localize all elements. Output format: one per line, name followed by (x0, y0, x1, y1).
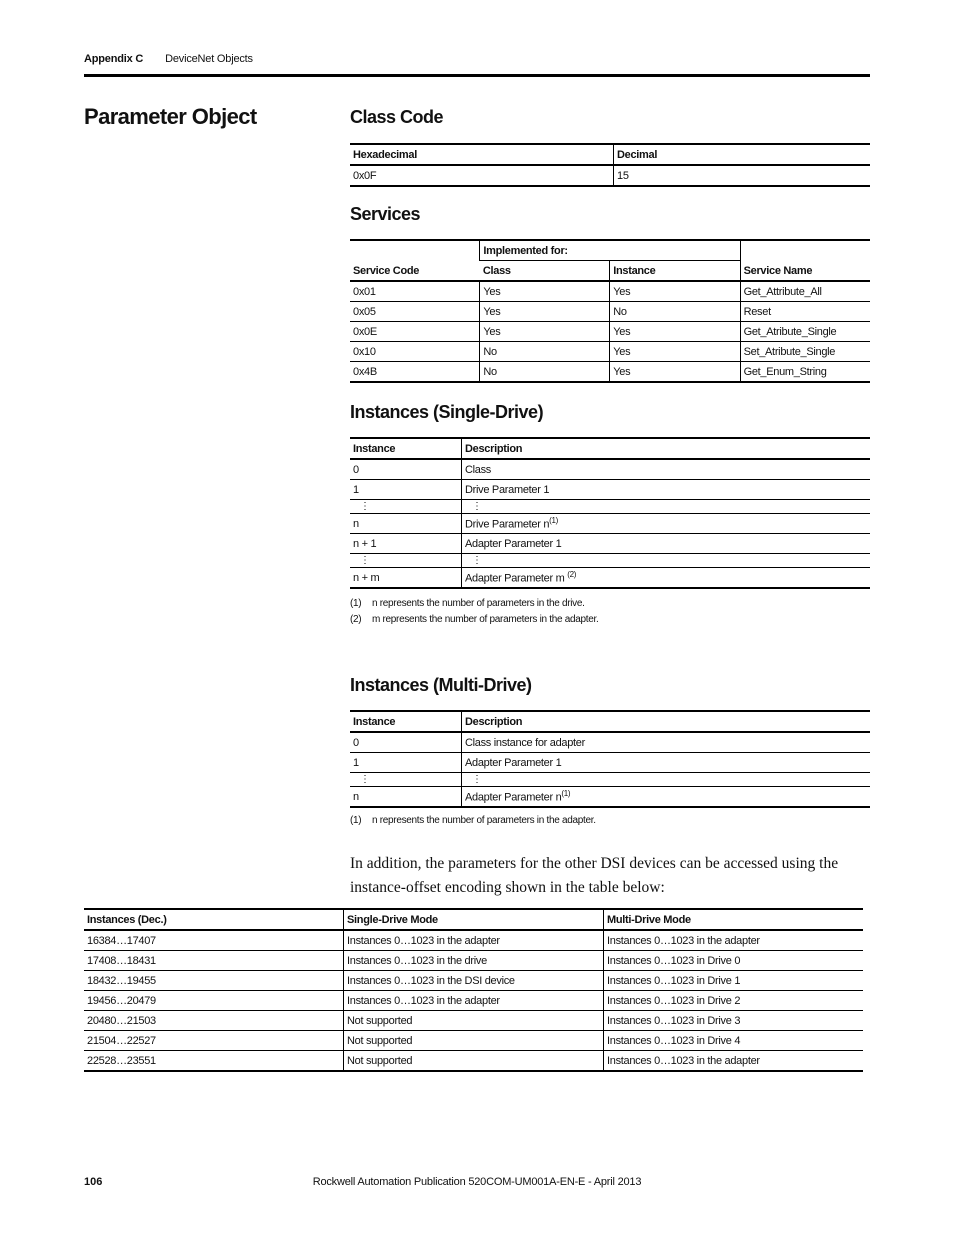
cell: n + m (350, 568, 462, 589)
cell: No (610, 302, 740, 322)
single-drive-heading: Instances (Single-Drive) (350, 402, 544, 422)
cell: Yes (610, 362, 740, 383)
table-row (350, 732, 870, 753)
cell: Not supported (344, 1011, 604, 1031)
table-row (84, 951, 863, 971)
cell: Not supported (344, 1051, 604, 1072)
footnote-text: n represents the number of parameters in the adapter. (372, 815, 596, 826)
page-title: Parameter Object (84, 104, 257, 129)
cell: Adapter Parameter 1 (462, 753, 871, 773)
footnote-text: m represents the number of parameters in the adapter. (372, 614, 599, 625)
cell: Drive Parameter 1 (462, 480, 871, 500)
table-header-row (350, 144, 870, 165)
cell: 0x4B (350, 362, 480, 383)
single-drive-table (350, 437, 870, 589)
cell: 1 (350, 753, 462, 773)
services-table (350, 239, 870, 383)
cell: Yes (480, 302, 610, 322)
ellipsis-row (350, 500, 870, 514)
cell: Instances 0…1023 in Drive 0 (604, 951, 864, 971)
footnote-number: (2) (350, 614, 362, 625)
table-row (350, 459, 870, 480)
table-row (350, 787, 870, 808)
cell-text: Adapter Parameter n (465, 791, 562, 804)
footnote-number: (1) (350, 815, 362, 826)
header-rule (84, 74, 870, 77)
footnote-text: n represents the number of parameters in the drive. (372, 598, 585, 609)
table-row (350, 302, 870, 322)
cell: 18432…19455 (84, 971, 344, 991)
cell: 22528…23551 (84, 1051, 344, 1072)
cell: Instances 0…1023 in Drive 4 (604, 1031, 864, 1051)
footnote (350, 815, 596, 826)
cell: 0 (350, 459, 462, 480)
cell: 0x0E (350, 322, 480, 342)
table-row (350, 534, 870, 554)
cell (462, 514, 871, 534)
table-header-row (84, 909, 863, 930)
col-class: Class (480, 261, 610, 282)
cell: 19456…20479 (84, 991, 344, 1011)
cell: 20480…21503 (84, 1011, 344, 1031)
col-service-name: Service Name (740, 240, 870, 281)
cell: Instances 0…1023 in the adapter (344, 930, 604, 951)
cell: Not supported (344, 1031, 604, 1051)
cell: Instances 0…1023 in the drive (344, 951, 604, 971)
col-single-drive-mode: Single-Drive Mode (344, 909, 604, 930)
col-instance: Instance (350, 711, 462, 732)
table-row (350, 281, 870, 302)
table-header-row (350, 438, 870, 459)
vertical-ellipsis: ⋮ (350, 500, 462, 514)
cell: Class instance for adapter (462, 732, 871, 753)
col-instance: Instance (350, 438, 462, 459)
cell-dec: 15 (614, 165, 871, 186)
cell (462, 787, 871, 808)
table-row (84, 971, 863, 991)
col-description: Description (462, 438, 871, 459)
table-row (350, 568, 870, 589)
services-heading: Services (350, 204, 421, 224)
header-chapter: DeviceNet Objects (165, 53, 253, 65)
vertical-ellipsis: ⋮ (350, 554, 462, 568)
ellipsis-row (350, 554, 870, 568)
cell-text: Adapter Parameter m (465, 572, 568, 585)
cell: Instances 0…1023 in Drive 3 (604, 1011, 864, 1031)
multi-drive-table (350, 710, 870, 808)
col-instance: Instance (610, 261, 740, 282)
cell: 0x05 (350, 302, 480, 322)
page-number: 106 (84, 1176, 103, 1188)
table-row (350, 342, 870, 362)
cell: n + 1 (350, 534, 462, 554)
table-header-row (350, 711, 870, 732)
footnote-ref-2: (2) (567, 570, 577, 580)
cell: Get_Atribute_Single (740, 322, 870, 342)
col-hexadecimal: Hexadecimal (350, 144, 614, 165)
cell: No (480, 342, 610, 362)
cell: Instances 0…1023 in the adapter (604, 930, 864, 951)
cell: Yes (610, 281, 740, 302)
cell: Instances 0…1023 in the DSI device (344, 971, 604, 991)
cell: Yes (480, 322, 610, 342)
table-row (84, 930, 863, 951)
cell: Class (462, 459, 871, 480)
implemented-for-label: Implemented for: (480, 240, 740, 261)
col-instances-dec: Instances (Dec.) (84, 909, 344, 930)
table-row (84, 1011, 863, 1031)
col-description: Description (462, 711, 871, 732)
cell: 0 (350, 732, 462, 753)
cell: 21504…22527 (84, 1031, 344, 1051)
cell: Adapter Parameter 1 (462, 534, 871, 554)
table-row (84, 1051, 863, 1072)
multi-drive-heading: Instances (Multi-Drive) (350, 675, 532, 695)
header-section: Appendix C (84, 53, 144, 65)
col-service-code: Service Code (350, 240, 480, 281)
cell: Yes (610, 342, 740, 362)
ellipsis-row (350, 773, 870, 787)
table-row (350, 362, 870, 383)
table-row (84, 991, 863, 1011)
class-code-table (350, 143, 870, 187)
cell: 17408…18431 (84, 951, 344, 971)
cell: Yes (480, 281, 610, 302)
cell: Instances 0…1023 in Drive 1 (604, 971, 864, 991)
cell: Yes (610, 322, 740, 342)
vertical-ellipsis: ⋮ (462, 773, 871, 787)
vertical-ellipsis: ⋮ (350, 773, 462, 787)
cell: Instances 0…1023 in the adapter (344, 991, 604, 1011)
body-paragraph: In addition, the parameters for the other DSI devices can be accessed using the instance-offset encoding shown in the table below: (350, 855, 839, 896)
footnote (350, 614, 598, 625)
table-row (350, 322, 870, 342)
cell (462, 568, 871, 589)
cell: Instances 0…1023 in the adapter (604, 1051, 864, 1072)
cell: Set_Atribute_Single (740, 342, 870, 362)
vertical-ellipsis: ⋮ (462, 500, 871, 514)
cell-text: Drive Parameter n (465, 518, 550, 531)
cell: 0x01 (350, 281, 480, 302)
cell: 16384…17407 (84, 930, 344, 951)
col-decimal: Decimal (614, 144, 871, 165)
table-super-header-row (350, 240, 870, 261)
class-code-heading: Class Code (350, 107, 444, 127)
cell: Get_Attribute_All (740, 281, 870, 302)
table-row (350, 514, 870, 534)
table-row (350, 480, 870, 500)
cell: No (480, 362, 610, 383)
cell: 0x10 (350, 342, 480, 362)
cell-hex: 0x0F (350, 165, 614, 186)
footer-publication: Rockwell Automation Publication 520COM-UM001A-EN-E - April 2013 (312, 1176, 642, 1188)
cell: Get_Enum_String (740, 362, 870, 383)
cell: Reset (740, 302, 870, 322)
footnote-number: (1) (350, 598, 362, 609)
table-row (350, 753, 870, 773)
instance-offset-table (84, 908, 863, 1072)
table-row (84, 1031, 863, 1051)
cell: 1 (350, 480, 462, 500)
footnote-ref-1: (1) (561, 789, 571, 799)
footnote (350, 598, 585, 609)
running-header (84, 53, 253, 65)
footnote-ref-1: (1) (549, 516, 559, 526)
table-row (350, 165, 870, 186)
cell: n (350, 787, 462, 808)
col-multi-drive-mode: Multi-Drive Mode (604, 909, 864, 930)
cell: n (350, 514, 462, 534)
vertical-ellipsis: ⋮ (462, 554, 871, 568)
cell: Instances 0…1023 in Drive 2 (604, 991, 864, 1011)
